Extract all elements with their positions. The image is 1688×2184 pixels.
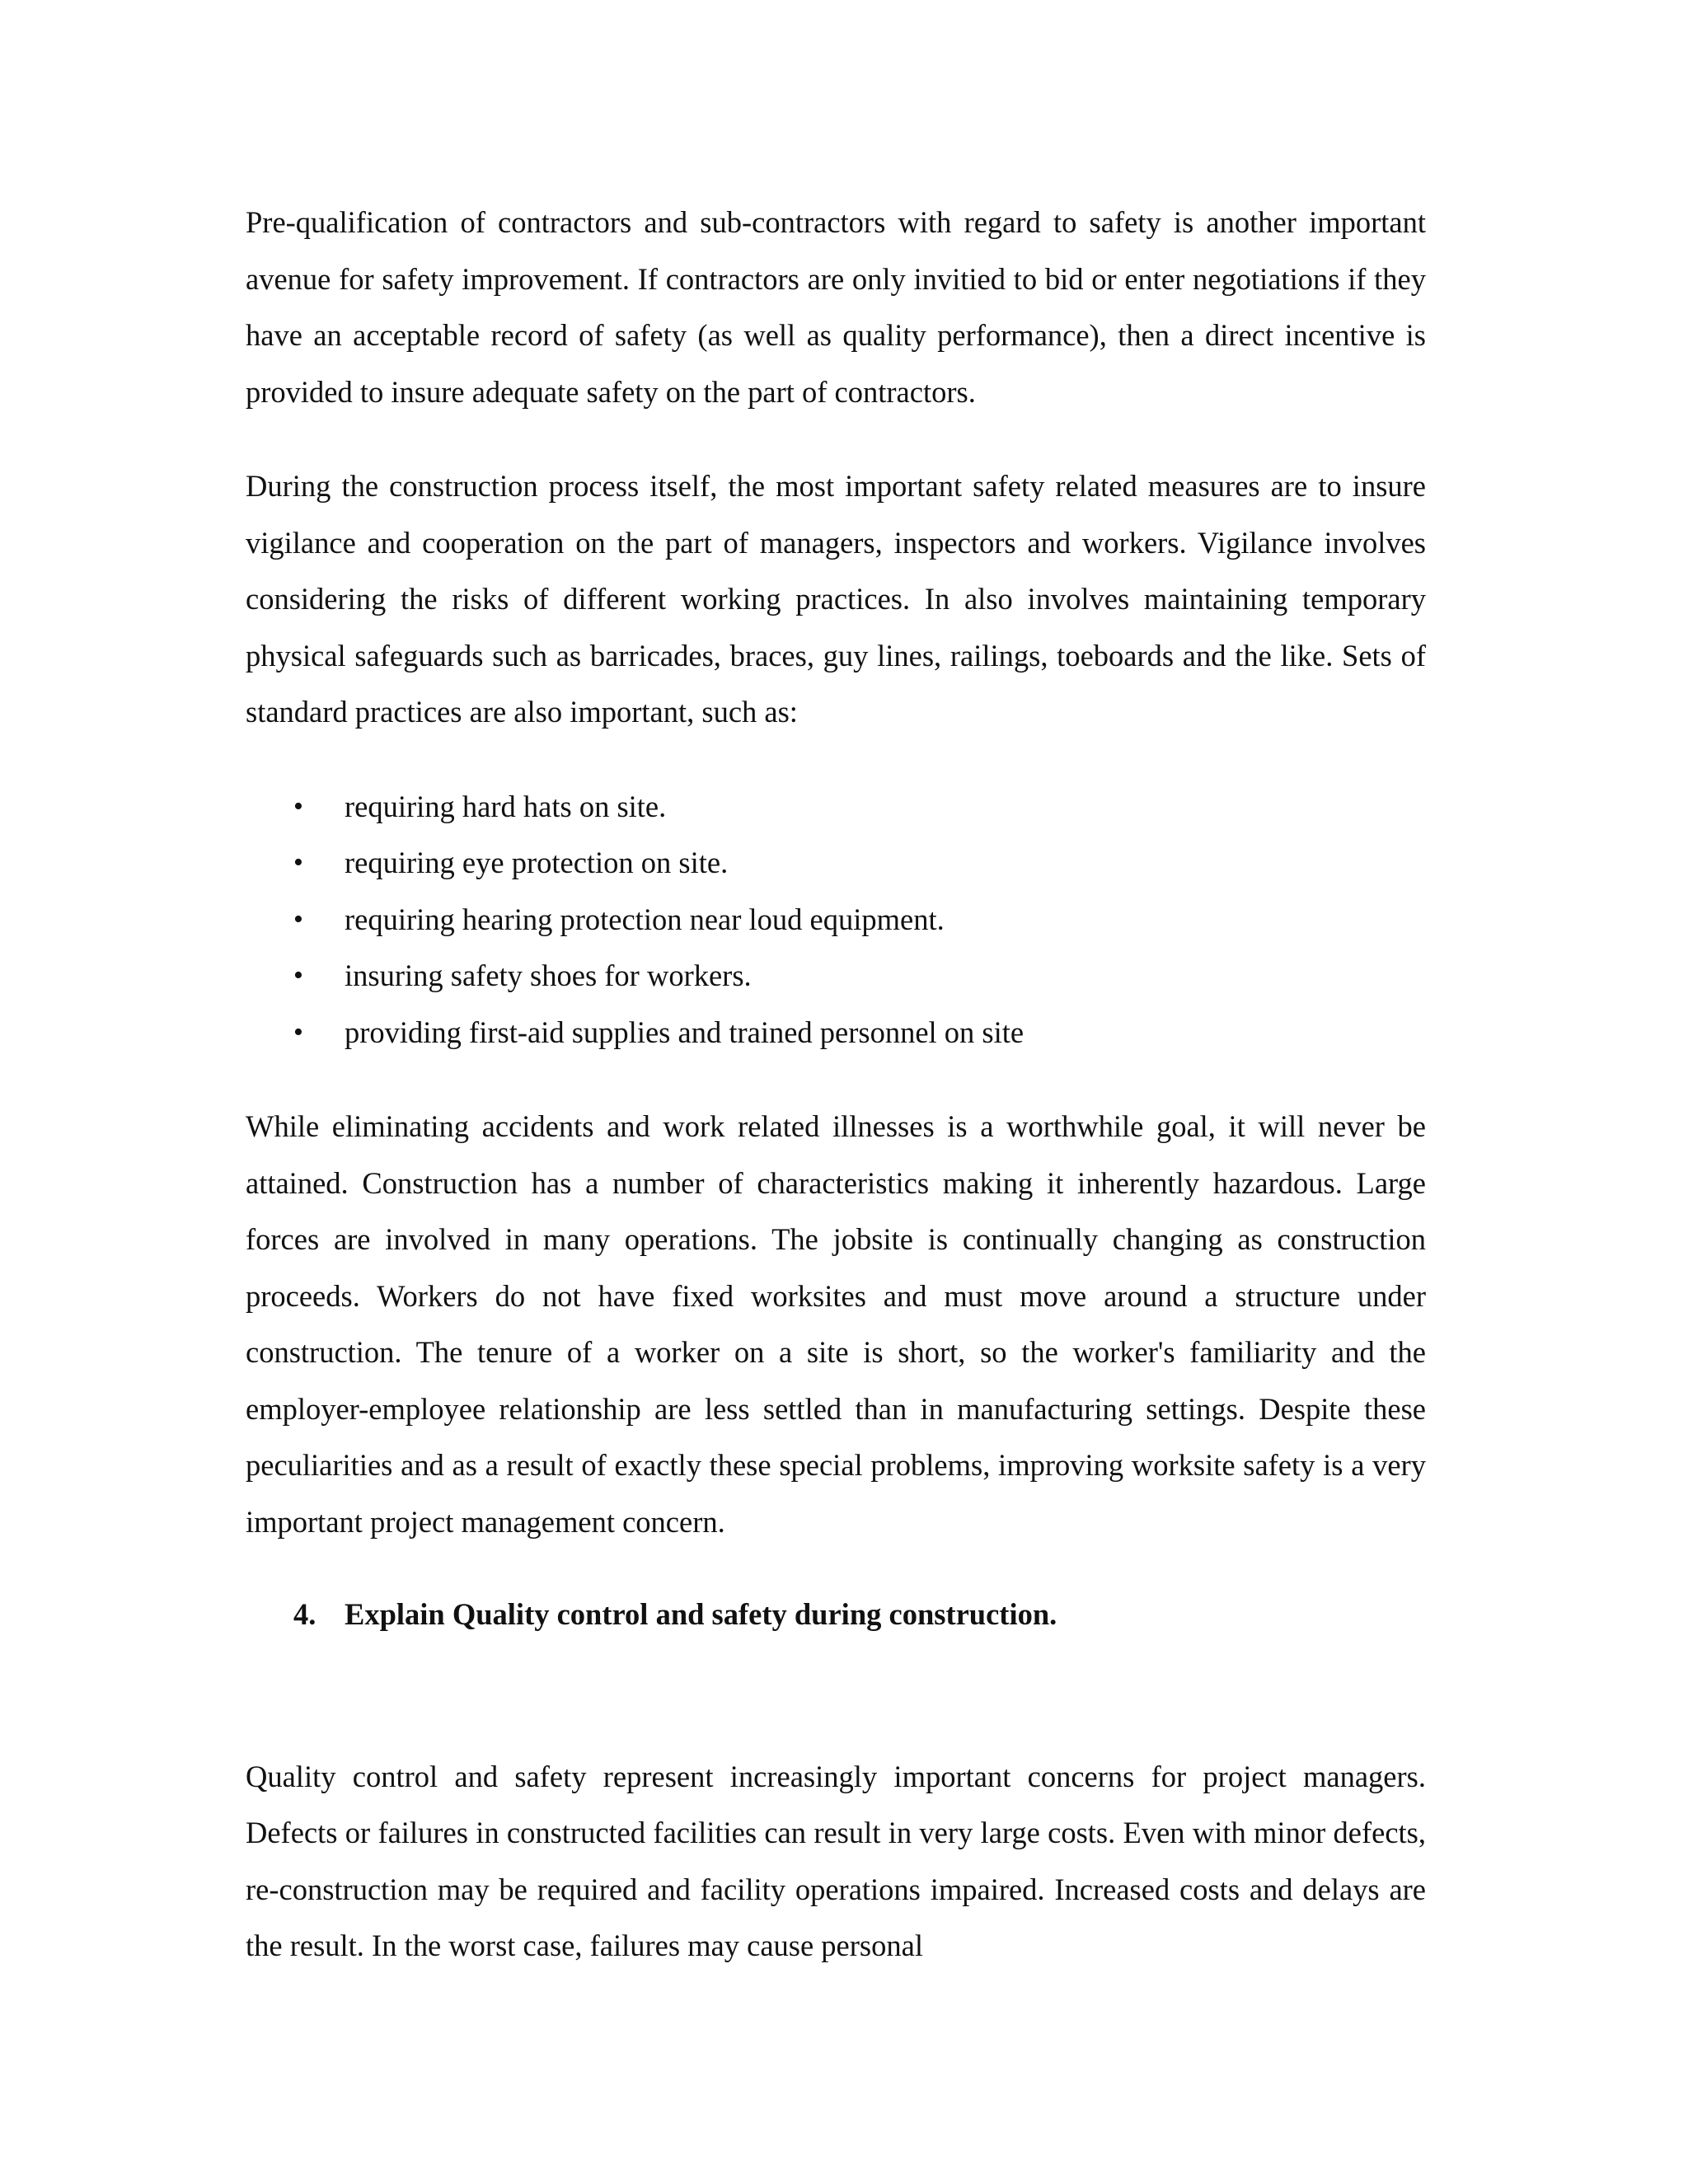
list-item-text: requiring eye protection on site. xyxy=(345,846,729,879)
bullet-icon: • xyxy=(293,1016,303,1047)
bullet-icon: • xyxy=(293,790,303,822)
question-number: 4. xyxy=(293,1597,316,1631)
standard-practices-list xyxy=(246,779,1426,1062)
paragraph-construction-process: During the construction process itself, the most important safety related measures are to insure vigilance and cooperation on the part of managers, inspectors and workers. Vigilance involves considering the risks of different working practices. In also involves maintaining temporary physical safeguards such as barricades, braces, guy lines, railings, toeboards and the like. Sets of standard practices are also important, such as: xyxy=(246,469,1426,729)
list-item xyxy=(246,779,1426,836)
bullet-icon: • xyxy=(293,847,303,878)
list-item-text: insuring safety shoes for workers. xyxy=(345,958,752,992)
list-item xyxy=(246,835,1426,892)
list-item-text: requiring hearing protection near loud equipment. xyxy=(345,902,945,936)
paragraph-prequalification: Pre-qualification of contractors and sub-contractors with regard to safety is another important avenue for safety improvement. If contractors are only invitied to bid or enter negotiations if they have an acceptable record of safety (as well as quality performance), then a direct incentive is provided to insure adequate safety on the part of contractors. xyxy=(246,205,1426,409)
list-item xyxy=(246,1005,1426,1062)
list-item-text: providing first-aid supplies and trained personnel on site xyxy=(345,1015,1025,1049)
list-item xyxy=(246,892,1426,949)
bullet-icon: • xyxy=(293,903,303,935)
bullet-icon: • xyxy=(293,960,303,991)
list-item-text: requiring hard hats on site. xyxy=(345,789,667,823)
document-page xyxy=(246,194,1426,1975)
list-item xyxy=(246,948,1426,1005)
paragraph-quality-control: Quality control and safety represent increasingly important concerns for project managers. Defects or failures in constructed facilities can result in very large costs. Even with minor defects, re-construction may be required and facility operations impaired. Increased costs and delays are the result. In the worst case, failures may cause personal xyxy=(246,1759,1426,1962)
question-text: Explain Quality control and safety during construction. xyxy=(345,1597,1057,1631)
paragraph-hazards: While eliminating accidents and work related illnesses is a worthwhile goal, it will never be attained. Construction has a number of characteristics making it inherently hazardous. Large forces are involved in many operations. The jobsite is continually changing as construction proceeds. Workers do not have fixed worksites and must move around a structure under construction. The tenure of a worker on a site is short, so the worker's familiarity and the employer-employee relationship are less settled than in manufacturing settings. Despite these peculiarities and as a result of exactly these special problems, improving worksite safety is a very important project management concern. xyxy=(246,1109,1426,1539)
question-heading xyxy=(246,1586,1426,1643)
